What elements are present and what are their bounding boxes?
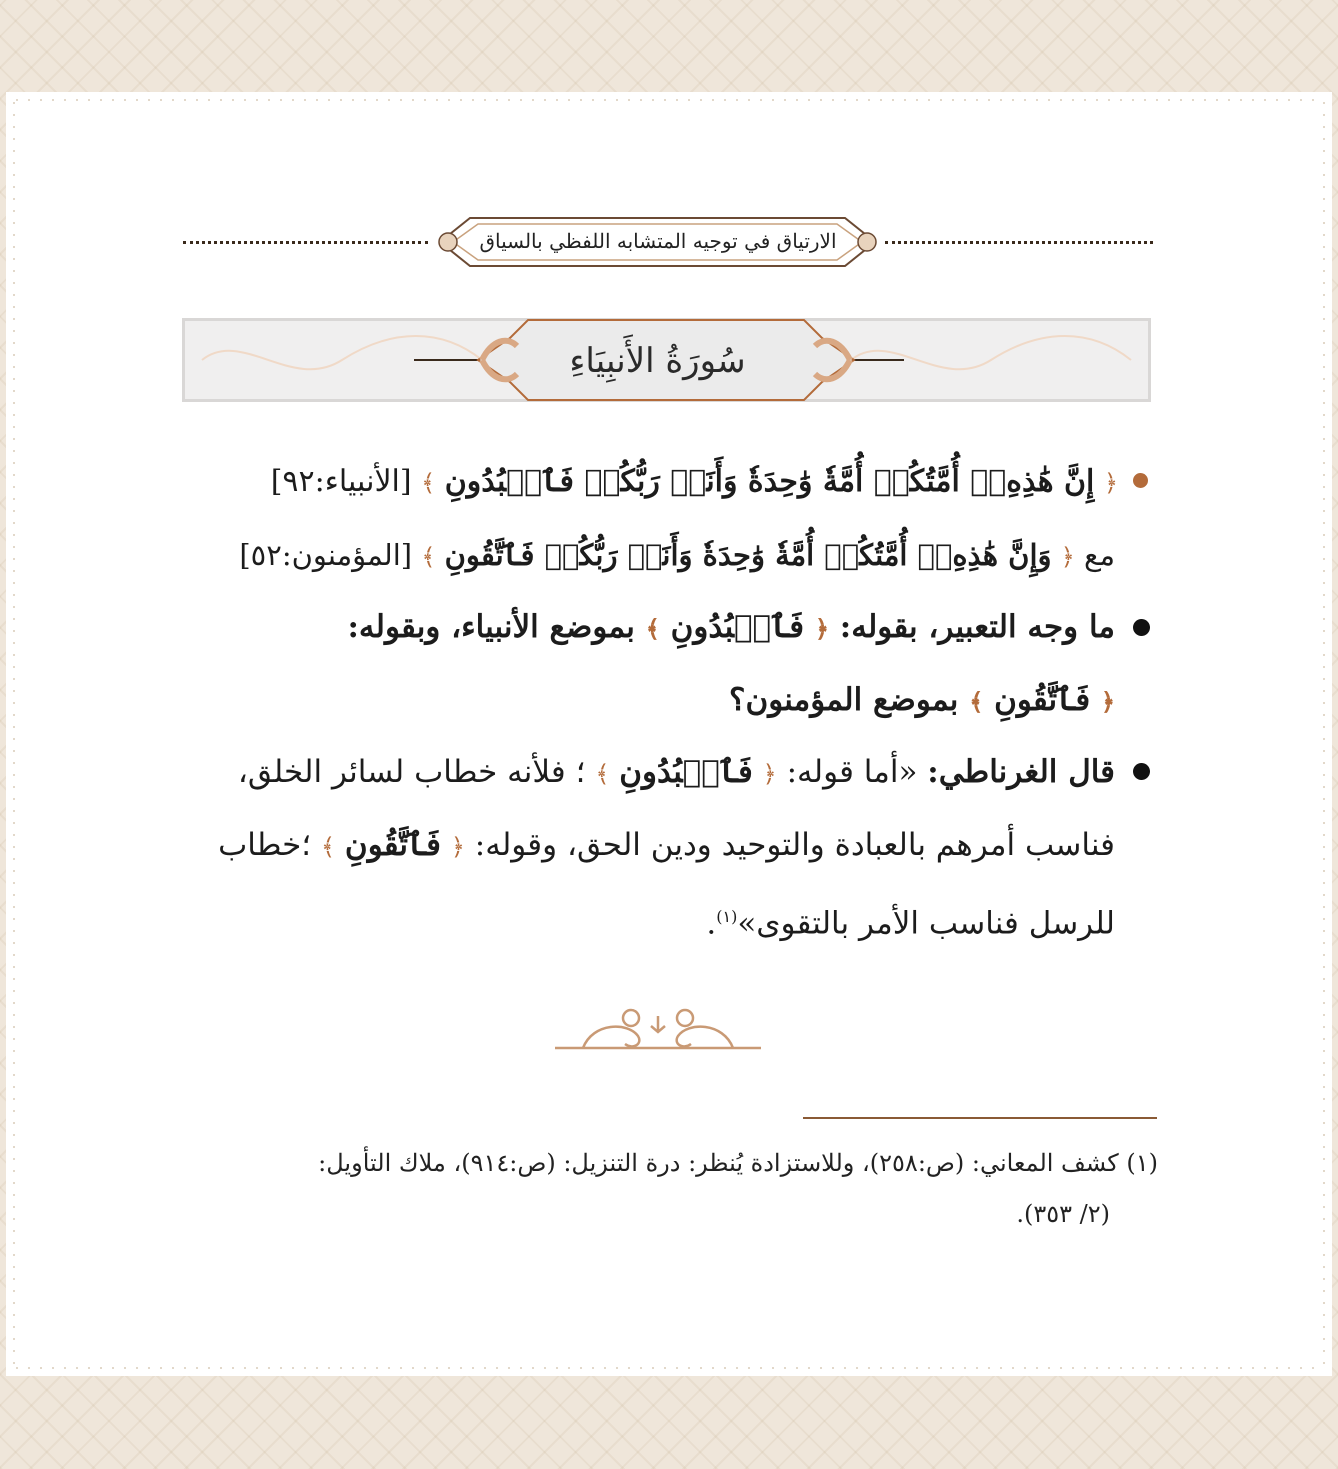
answer-text-3: للرسل فناسب الأمر بالتقوى» bbox=[737, 905, 1115, 942]
footnote-separator bbox=[803, 1117, 1157, 1119]
surah-title: سُورَةُ الأَنبِيَاءِ bbox=[569, 341, 746, 381]
answer-text-2a: فناسب أمرهم بالعبادة والتوحيد ودين الحق، وقوله: bbox=[474, 827, 1115, 863]
bullet-dot-3 bbox=[1133, 763, 1150, 780]
ornate-bracket-open: ﴿ bbox=[762, 760, 777, 788]
bullet-dot-1 bbox=[1133, 473, 1148, 488]
answer-word-worship: فَٱعۡبُدُونِ bbox=[619, 754, 753, 790]
question-part-2: بموضع الأنبياء، وبقوله: bbox=[347, 609, 635, 645]
question-part-1: ما وجه التعبير، بقوله: bbox=[839, 609, 1115, 645]
question-word-worship: فَٱعۡبُدُونِ bbox=[670, 609, 805, 645]
footnote-marker[interactable]: (١) bbox=[716, 907, 738, 926]
verse-anbiya-92: إِنَّ هَٰذِهِۦٓ أُمَّتُكُمۡ أُمَّةٗ وَٰحِدَةٗ وَأَنَا۠ رَبُّكُمۡ فَٱعۡبُدُونِ bbox=[444, 464, 1095, 499]
header-dotted-rule-right bbox=[885, 241, 1153, 244]
with-word: مع bbox=[1084, 538, 1115, 572]
answer-text-1b: ؛ فلأنه خطاب لسائر الخلق، bbox=[237, 754, 586, 790]
ornate-bracket-close: ﴾ bbox=[645, 614, 660, 643]
question-line-2 bbox=[700, 670, 1115, 730]
question-part-3: بموضع المؤمنون؟ bbox=[729, 682, 959, 718]
answer-text-2b: ؛خطاب bbox=[218, 827, 312, 863]
answer-line-1 bbox=[188, 742, 1115, 802]
verse-ref-muminun: [المؤمنون:٥٢] bbox=[239, 538, 413, 572]
answer-word-fear: فَٱتَّقُونِ bbox=[344, 827, 441, 863]
header-dotted-rule-left bbox=[183, 241, 428, 244]
ornate-bracket-open: ﴿ bbox=[1060, 543, 1075, 571]
answer-line-2 bbox=[188, 815, 1115, 875]
running-header-title: الارتياق في توجيه المتشابه اللفظي بالسياق bbox=[479, 229, 837, 253]
verse-muminun-52: وَإِنَّ هَٰذِهِۦٓ أُمَّتُكُمۡ أُمَّةٗ وَٰحِدَةٗ وَأَنَا۠ رَبُّكُمۡ فَٱتَّقُونِ bbox=[444, 538, 1052, 572]
ornate-bracket-open: ﴿ bbox=[1103, 469, 1118, 497]
ornate-bracket-open: ﴿ bbox=[450, 833, 465, 861]
question-word-fear: فَٱتَّقُونِ bbox=[994, 682, 1091, 718]
ornate-bracket-open: ﴿ bbox=[814, 614, 829, 643]
verse-ref-anbiya: [الأنبياء:٩٢] bbox=[270, 464, 412, 499]
verse-line-2 bbox=[240, 525, 1115, 585]
ornate-bracket-close: ﴾ bbox=[969, 687, 984, 716]
ornate-bracket-open: ﴿ bbox=[1100, 687, 1115, 716]
answer-text-1a: «أما قوله: bbox=[786, 754, 918, 790]
question-line-1 bbox=[190, 597, 1115, 657]
verse-line-1 bbox=[188, 452, 1118, 512]
ornate-bracket-close: ﴾ bbox=[421, 543, 436, 571]
answer-line-3 bbox=[680, 887, 1115, 947]
footnote-line-2: (٢/ ٣٥٣). bbox=[1016, 1200, 1110, 1228]
footnote-line-1: (١) كشف المعاني: (ص:٢٥٨)، وللاستزادة يُنظر: درة التنزيل: (ص:٩١٤)، ملاك التأويل: bbox=[318, 1149, 1158, 1177]
answer-speaker: قال الغرناطي: bbox=[927, 754, 1115, 790]
section-divider-ornament bbox=[553, 1002, 763, 1058]
bullet-dot-2 bbox=[1133, 619, 1150, 636]
ornate-bracket-close: ﴾ bbox=[421, 469, 436, 497]
ornate-bracket-close: ﴾ bbox=[595, 760, 610, 788]
answer-text-3-end: . bbox=[706, 905, 717, 942]
ornate-bracket-close: ﴾ bbox=[321, 833, 336, 861]
